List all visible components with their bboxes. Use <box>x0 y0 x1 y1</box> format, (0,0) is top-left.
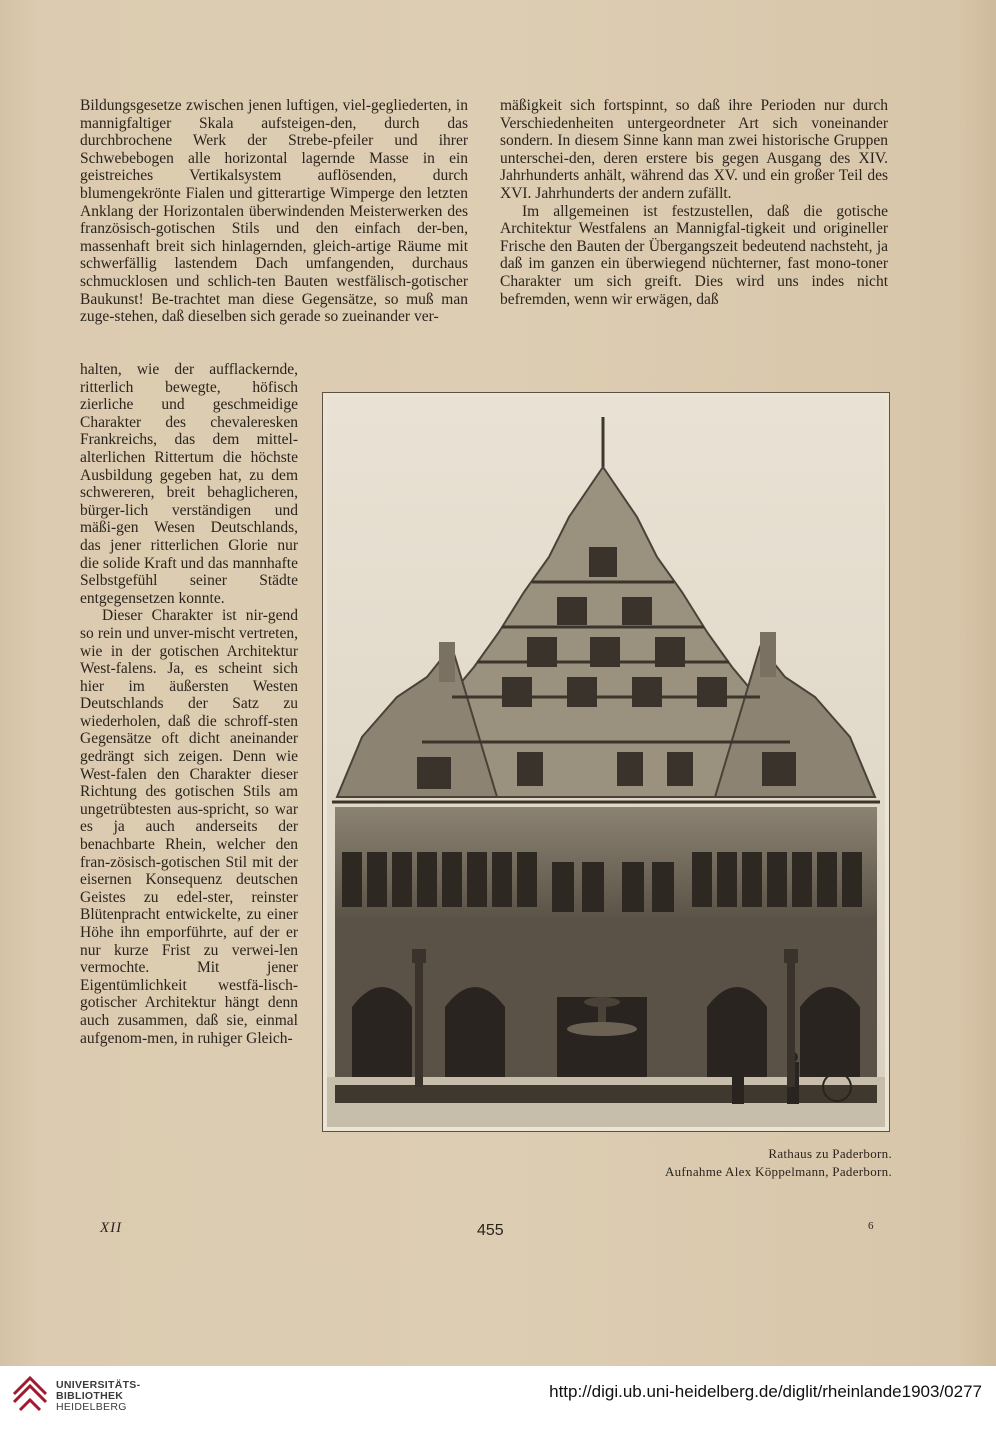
paragraph: mäßigkeit sich fortspinnt, so daß ihre Perioden nur durch Verschiedenheiten untergeordneter Art sich voneinander sondern. In diesem Sinne kann man zwei historische Gruppen unterschei-den, deren erstere bis gegen Ausgang des XIV. Jahrhunderts anhält, während das XV. und ein großer Teil des XVI. Jahrhunderts der andern zufällt. <box>500 97 888 202</box>
rathaus-photograph <box>322 392 890 1132</box>
caption-title: Rathaus zu Paderborn. <box>768 1146 892 1161</box>
left-column-narrow-text <box>80 361 298 1047</box>
library-line: UNIVERSITÄTS- <box>56 1379 141 1391</box>
caption-credit: Aufnahme Alex Köppelmann, Paderborn. <box>664 1164 892 1179</box>
building-illustration <box>327 397 885 1127</box>
library-name <box>56 1380 140 1413</box>
library-line: HEIDELBERG <box>56 1401 127 1413</box>
right-column-text <box>500 97 888 308</box>
page-number: 455 <box>477 1222 504 1239</box>
paragraph: halten, wie der aufflackernde, ritterlich bewegte, höfisch zierliche und geschmeidige Charakter des chevaleresken Frankreichs, das dem mittel-alterlichen Rittertum die höchste Ausbildung gegeben hat, zu dem schwereren, breit behaglicheren, bürger-lich verständigen und mäßi-gen Wesen Deutschlands, das jener ritterlichen Glorie nur die solide Kraft und das mannhafte Selbstgefühl seiner Städte entgegensetzen konnte. <box>80 361 298 607</box>
digital-library-footer <box>0 1366 996 1437</box>
left-column-top-text <box>80 97 468 326</box>
paragraph: Bildungsgesetze zwischen jenen luftigen, viel-gegliederten, in mannigfaltiger Skala aufsteigen-den, durch das durchbrochene Werk der Strebe-pfeiler und ihrer Schwebebogen alle horizontal lagernde Masse in ein geistreiches Vertikalsystem auflösenden, durch blumengekrönte Fialen und gitterartige Wimperge den letzten Anklang der Horizontalen überwindenden Meisterwerken des französisch-gotischen Stils und den einfach der-ben, massenhaft breit sich hinlagernden, gleich-artige Räume mit schwerfällig lastendem Dach umfangenden, durchaus schmucklosen und schlich-ten Bauten westfälisch-gotischer Baukunst! Be-trachtet man diese Gegensätze, so muß man zuge-stehen, daß dieselben sich gerade so zueinander ver- <box>80 97 468 326</box>
library-line: BIBLIOTHEK <box>56 1390 124 1402</box>
photo-caption <box>665 1145 892 1181</box>
signature-mark: XII <box>100 1220 123 1236</box>
permalink-url[interactable]: http://digi.ub.uni-heidelberg.de/diglit/rheinlande1903/0277 <box>549 1382 982 1401</box>
library-logo-icon <box>10 1374 50 1414</box>
sheet-number: 6 <box>868 1220 874 1232</box>
paragraph: Dieser Charakter ist nir-gend so rein und unver-mischt vertreten, wie in der gotischen Architektur West-falens. Ja, es scheint sich hier im äußersten Westen Deutschlands der Satz zu wiederholen, daß die schroff-sten Gegensätze oft dicht aneinander gedrängt sich zeigen. Denn wie West-falen den Charakter dieser Richtung des gotischen Stils am ungetrübtesten aus-spricht, so war es ja auch anderseits der benachbarte Rhein, welcher den fran-zösisch-gotischen Stil mit der eisernen Konsequenz deutschen Geistes zu edel-ster, reinster Blütenpracht entwickelte, zu einer Höhe ihn emporführte, auf der er nur kurze Frist zu verwei-len vermochte. Mit jener Eigentümlichkeit westfä-lisch-gotischer Architektur hängt denn auch zusammen, daß sie, einmal aufgenom-men, in ruhiger Gleich- <box>80 607 298 1047</box>
paragraph: Im allgemeinen ist festzustellen, daß die gotische Architektur Westfalens an Mannigfal-tigkeit und origineller Frische den Bauten der Übergangszeit bedeutend nachsteht, ja daß im ganzen ein überwiegend nüchterner, fast mono-toner Charakter um sich greift. Dies wird uns indes nicht befremden, wenn wir erwägen, daß <box>500 202 888 308</box>
